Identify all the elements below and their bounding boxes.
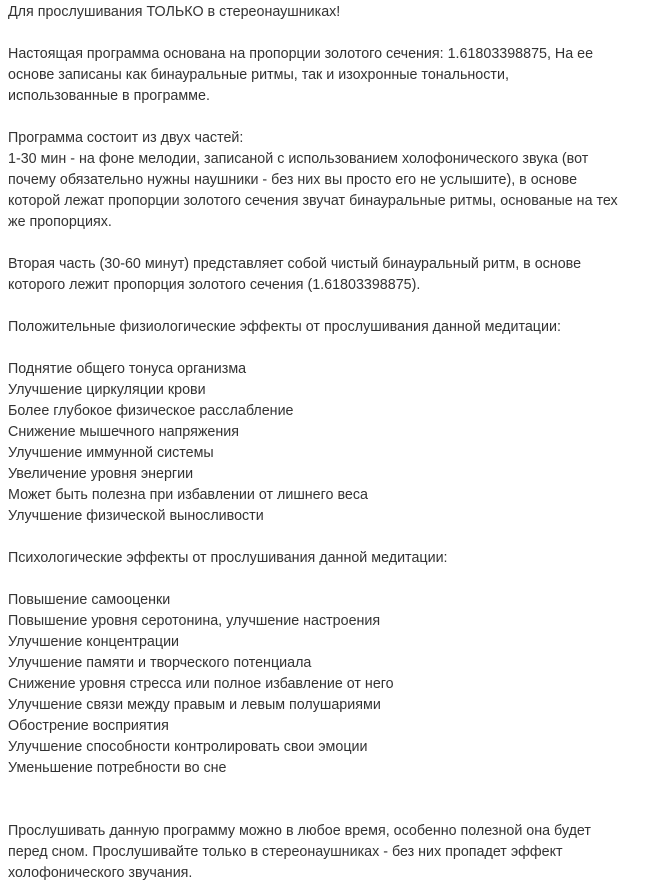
list-item: Может быть полезна при избавлении от лишнего веса bbox=[8, 487, 368, 503]
paragraph-line: Настоящая программа основана на пропорции золотого сечения: 1.61803398875, На ее bbox=[8, 46, 594, 62]
part-two-paragraph bbox=[8, 254, 667, 296]
paragraph-line: которой лежат пропорции золотого сечения звучат бинауральные ритмы, основаные на тех bbox=[8, 193, 618, 209]
psychological-effects-list bbox=[8, 590, 667, 779]
structure-heading: Программа состоит из двух частей: bbox=[8, 130, 244, 146]
basis-paragraph bbox=[8, 44, 667, 107]
physiological-effects-list bbox=[8, 359, 667, 527]
paragraph-line: 1-30 мин - на фоне мелодии, записаной с использованием холофонического звука (вот bbox=[8, 151, 589, 167]
spacer bbox=[8, 569, 667, 590]
list-item: Уменьшение потребности во сне bbox=[8, 760, 227, 776]
paragraph-line: использованные в программе. bbox=[8, 88, 210, 104]
list-item: Снижение мышечного напряжения bbox=[8, 424, 239, 440]
paragraph-line: холофонического звучания. bbox=[8, 865, 193, 881]
spacer bbox=[8, 527, 667, 548]
closing-paragraph bbox=[8, 821, 667, 884]
paragraph-line: основе записаны как бинауральные ритмы, так и изохронные тональности, bbox=[8, 67, 509, 83]
list-item: Улучшение способности контролировать свои эмоции bbox=[8, 739, 368, 755]
part-one-paragraph bbox=[8, 149, 667, 233]
list-item: Улучшение памяти и творческого потенциала bbox=[8, 655, 312, 671]
spacer bbox=[8, 779, 667, 800]
list-item: Более глубокое физическое расслабление bbox=[8, 403, 294, 419]
paragraph-line: перед сном. Прослушивайте только в стереонаушниках - без них пропадет эффект bbox=[8, 844, 563, 860]
physiological-heading: Положительные физиологические эффекты от прослушивания данной медитации: bbox=[8, 319, 561, 335]
intro-warning: Для прослушивания ТОЛЬКО в стереонаушниках! bbox=[8, 4, 341, 20]
spacer bbox=[8, 338, 667, 359]
spacer bbox=[8, 233, 667, 254]
list-item: Увеличение уровня энергии bbox=[8, 466, 194, 482]
spacer bbox=[8, 800, 667, 821]
list-item: Улучшение физической выносливости bbox=[8, 508, 264, 524]
list-item: Улучшение иммунной системы bbox=[8, 445, 214, 461]
list-item: Повышение самооценки bbox=[8, 592, 171, 608]
paragraph-line: же пропорциях. bbox=[8, 214, 112, 230]
list-item: Улучшение циркуляции крови bbox=[8, 382, 206, 398]
paragraph-line: которого лежит пропорция золотого сечения (1.61803398875). bbox=[8, 277, 421, 293]
paragraph-line: почему обязательно нужны наушники - без них вы просто его не услышите), в основе bbox=[8, 172, 578, 188]
spacer bbox=[8, 23, 667, 44]
list-item: Снижение уровня стресса или полное избавление от него bbox=[8, 676, 394, 692]
paragraph-line: Прослушивать данную программу можно в любое время, особенно полезной она будет bbox=[8, 823, 591, 839]
paragraph-line: Вторая часть (30-60 минут) представляет собой чистый бинауральный ритм, в основе bbox=[8, 256, 582, 272]
spacer bbox=[8, 107, 667, 128]
list-item: Повышение уровня серотонина, улучшение настроения bbox=[8, 613, 381, 629]
psychological-heading: Психологические эффекты от прослушивания данной медитации: bbox=[8, 550, 448, 566]
list-item: Обострение восприятия bbox=[8, 718, 169, 734]
spacer bbox=[8, 296, 667, 317]
list-item: Поднятие общего тонуса организма bbox=[8, 361, 247, 377]
list-item: Улучшение концентрации bbox=[8, 634, 180, 650]
list-item: Улучшение связи между правым и левым полушариями bbox=[8, 697, 381, 713]
